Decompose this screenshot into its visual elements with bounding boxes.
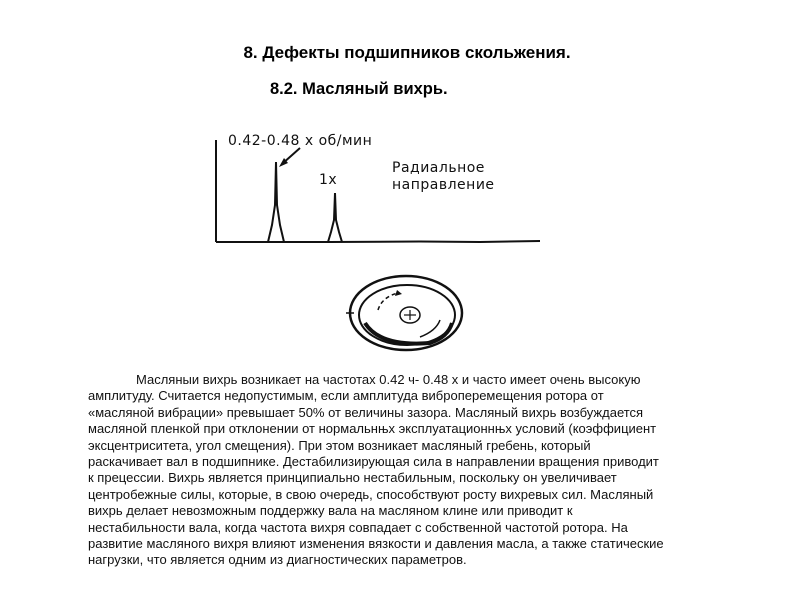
body-line: раскачивает вал в подшипнике. Дестабилизирующая сила в направлении вращения приводит bbox=[88, 454, 659, 470]
body-line: нестабильности вала, когда частота вихря совпадает с собственной частотой ротора. На bbox=[88, 519, 628, 535]
body-line: «масляной вибрации» превышает 50% от величины зазора. Масляный вихрь возбуждается bbox=[88, 404, 644, 420]
one-x-label: 1х bbox=[319, 172, 338, 188]
section-subtitle: 8.2. Масляный вихрь. bbox=[270, 80, 448, 98]
peak-1x bbox=[328, 193, 342, 242]
body-line: развитие масляного вихря влияют изменения вязкости и давления масла, а также статические bbox=[88, 536, 664, 552]
page-title: 8. Дефекты подшипников скольжения. bbox=[243, 43, 571, 62]
body-paragraph bbox=[88, 372, 768, 569]
peak-frequency-label: 0.42-0.48 х об/мин bbox=[228, 133, 373, 149]
peak-oil-whirl bbox=[268, 162, 284, 242]
direction-label-line1: Радиальное bbox=[392, 160, 485, 176]
body-line: Масляныи вихрь возникает на частотах 0.42 ч- 0.48 х и часто имеет очень высокую bbox=[136, 372, 641, 387]
body-line: амплитуду. Считается недопустимым, если амплитуда виброперемещения ротора от bbox=[88, 388, 604, 404]
direction-label-line2: направление bbox=[392, 177, 495, 193]
body-line: эксцентриситета, угол смещения). При этом возникает масляный гребень, который bbox=[88, 437, 591, 453]
body-line: центробежные силы, которые, в свою очередь, способствуют росту вихревых сил. Масляный bbox=[88, 486, 654, 502]
body-line: к прецессии. Вихрь является принципиально нестабильным, поскольку он увеличивает bbox=[88, 470, 617, 486]
bearing-orbit-icon bbox=[340, 265, 470, 360]
body-line: масляной пленкой при отклонении от нормальнњх эксплуатационнњх условий (коэффициент bbox=[88, 421, 657, 437]
body-line: нагрузки, что является одним из диагностических параметров. bbox=[88, 552, 467, 568]
x-axis bbox=[216, 241, 540, 242]
body-line: вихрь делает невозможным поддержку вала на масляном клине или приводит к bbox=[88, 503, 573, 519]
